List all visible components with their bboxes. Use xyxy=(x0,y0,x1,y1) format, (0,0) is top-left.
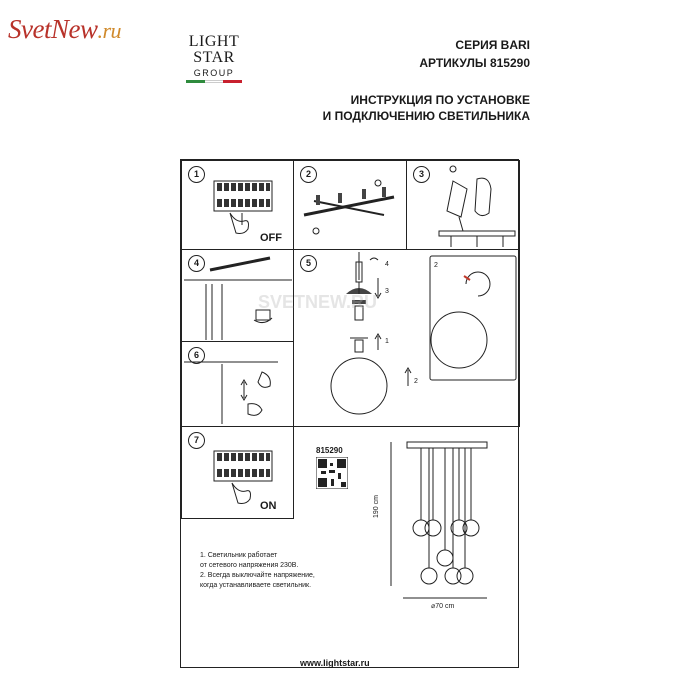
article-label: АРТИКУЛЫ 815290 xyxy=(419,56,530,70)
watermark-part3: .ru xyxy=(97,18,122,43)
logo-line3: GROUP xyxy=(193,68,235,78)
italian-flag-icon xyxy=(186,80,242,83)
series-label: СЕРИЯ BARI xyxy=(455,38,530,52)
step-5-number: 5 xyxy=(300,255,317,272)
step-2-panel xyxy=(293,160,407,250)
pendant-lamp-drawing xyxy=(381,440,491,620)
watermark-logo xyxy=(8,14,121,45)
qr-code-icon xyxy=(316,457,348,489)
instruction-frame xyxy=(180,159,519,668)
footer-url[interactable]: www.lightstar.ru xyxy=(300,658,370,668)
instruction-title-line1: ИНСТРУКЦИЯ ПО УСТАНОВКЕ xyxy=(350,93,530,107)
step5-sub-label-5: 2 xyxy=(434,262,438,269)
note-line-3: 2. Всегда выключайте напряжение, xyxy=(200,572,315,579)
note-line-1: 1. Светильник работает xyxy=(200,552,278,559)
brand-logo xyxy=(186,34,242,83)
step-6-number: 6 xyxy=(188,347,205,364)
step5-sub-label-3: 1 xyxy=(385,338,389,345)
step-1-number: 1 xyxy=(188,166,205,183)
note-line-2: от сетевого напряжения 230В. xyxy=(200,562,299,569)
off-label: OFF xyxy=(260,232,282,244)
step-7-number: 7 xyxy=(188,432,205,449)
step-3-number: 3 xyxy=(413,166,430,183)
step-6-panel xyxy=(181,341,294,427)
watermark-part1: Svet xyxy=(8,14,51,44)
instruction-title-line2: И ПОДКЛЮЧЕНИЮ СВЕТИЛЬНИКА xyxy=(322,109,530,123)
product-code: 815290 xyxy=(316,446,343,455)
ceiling-canopy-wiring-icon xyxy=(407,161,519,249)
mounting-bracket-icon xyxy=(294,161,406,249)
cable-adjust-icon xyxy=(182,342,293,426)
diameter-dimension: ⌀70 cm xyxy=(431,603,455,610)
note-line-4: когда устанавливаете светильник. xyxy=(200,582,312,589)
watermark-part2: New xyxy=(50,14,98,44)
height-dimension: 190 cm xyxy=(373,495,380,518)
step5-sub-label-1: 4 xyxy=(385,261,389,268)
step-1-panel xyxy=(181,160,294,250)
logo-line1: LIGHT xyxy=(188,33,240,50)
step-4-number: 4 xyxy=(188,255,205,272)
step-7-panel xyxy=(181,426,294,519)
shade-assembly-icon xyxy=(294,250,519,426)
step-3-panel xyxy=(406,160,520,250)
notes-block xyxy=(200,551,400,591)
logo-line2: STAR xyxy=(193,49,235,66)
center-watermark: SVETNEW.RU xyxy=(258,292,378,312)
on-label: ON xyxy=(260,500,277,512)
step-2-number: 2 xyxy=(300,166,317,183)
step5-sub-label-4: 2 xyxy=(414,378,418,385)
step5-sub-label-2: 3 xyxy=(385,288,389,295)
step-5-panel xyxy=(293,249,520,427)
